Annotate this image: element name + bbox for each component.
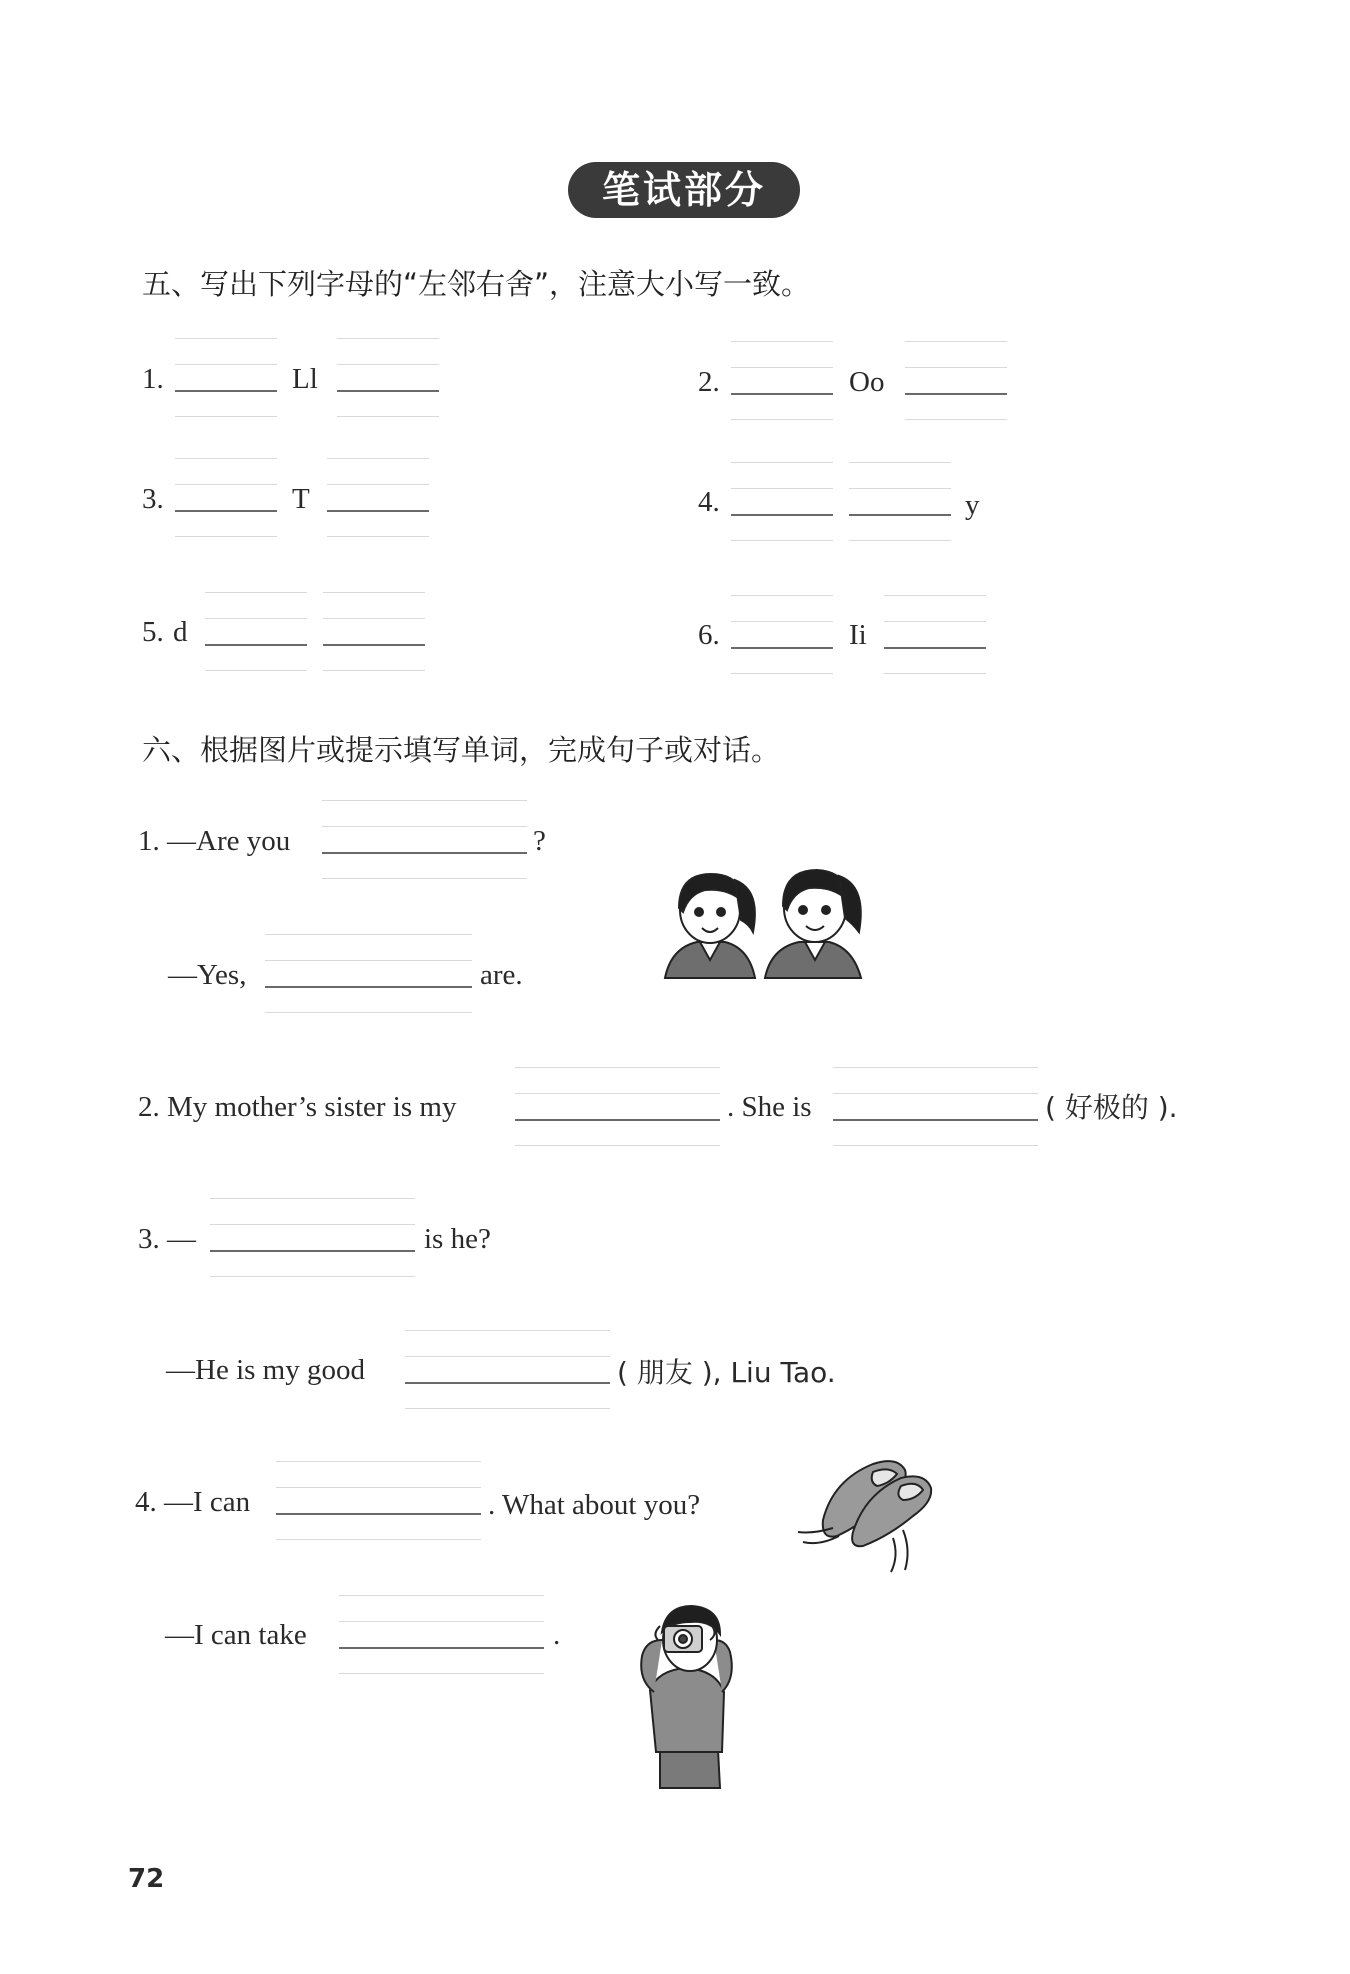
q4-question-suffix: . What about you? (488, 1489, 701, 1521)
q3-question-suffix: is he? (424, 1223, 491, 1255)
section-title: 笔试部分 (568, 162, 800, 218)
q3-question-prefix: 3. — (138, 1223, 196, 1255)
item2-letter: Oo (849, 366, 885, 398)
q4-answer-text: —I can take (165, 1619, 307, 1651)
q2-hint: ( 好极的 ). (1045, 1091, 1178, 1124)
q1-question-mark: ? (533, 825, 546, 857)
item4-number: 4. (698, 486, 720, 518)
item2-number: 2. (698, 366, 720, 398)
item6-letter: Ii (849, 619, 867, 651)
page-number: 72 (128, 1864, 165, 1894)
q3-hint: ( 朋友 ), Liu Tao. (617, 1356, 836, 1389)
q4-answer-period: . (553, 1619, 561, 1651)
boy-with-camera-illustration (630, 1600, 740, 1790)
item5-letter: d (173, 616, 188, 648)
q2-middle-text: . She is (727, 1091, 812, 1123)
item1-number: 1. (142, 363, 164, 395)
q1-question-text: 1. —Are you (138, 825, 291, 857)
q1-answer-suffix: are. (480, 959, 523, 991)
q1-answer-text: —Yes, (168, 959, 247, 991)
q3-answer-text: —He is my good (166, 1354, 365, 1386)
item1-letter: Ll (292, 363, 318, 395)
twin-girls-illustration (655, 850, 885, 980)
q4-question-text: 4. —I can (135, 1486, 251, 1518)
item3-letter: T (292, 483, 310, 515)
ballet-shoes-illustration (793, 1450, 943, 1575)
q2-text: 2. My mother’s sister is my (138, 1091, 457, 1123)
part6-heading: 六、根据图片或提示填写单词，完成句子或对话。 (142, 733, 781, 767)
item3-number: 3. (142, 483, 164, 515)
part5-heading: 五、写出下列字母的“左邻右舍”，注意大小写一致。 (142, 267, 811, 301)
item6-number: 6. (698, 619, 720, 651)
item4-letter: y (965, 489, 980, 521)
item5-number: 5. (142, 616, 164, 648)
